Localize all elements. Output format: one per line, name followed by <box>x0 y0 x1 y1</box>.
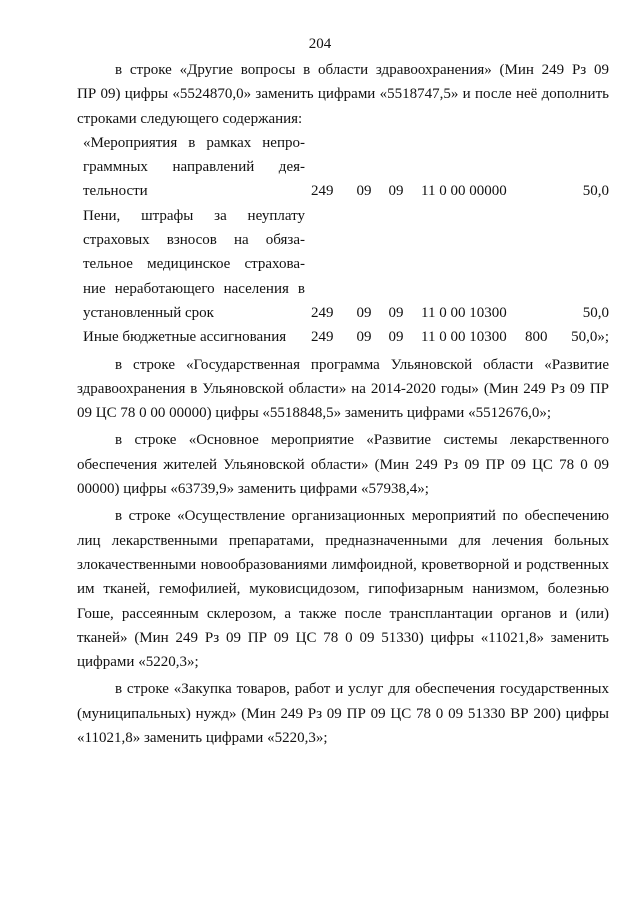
amendment-paragraph: в строке «Закупка товаров, работ и услуг для обеспечения государственных (муниципальных) нужд» (Мин 249 Рз 09 ПР 09 ЦС 78 0 09 51330 ВР 200) цифры «11021,8» заменить цифрами «5220,3»; <box>77 681 609 747</box>
row-pr: 09 <box>388 183 404 200</box>
table-row <box>77 204 609 325</box>
row-name-line: тельности <box>83 183 148 200</box>
table-row <box>77 325 609 349</box>
amendment-paragraph: в строке «Государственная программа Ульяновской области «Развитие здравоохранения в Ульяновской области» на 2014-2020 годы» (Мин 249 Рз 09 ПР 09 ЦС 78 0 00 00000) цифры «5518848,5» заменить цифрами «5512676,0»; <box>77 356 609 422</box>
amendment-paragraph: в строке «Осуществление организационных мероприятий по обеспечению лиц лекарственными препаратами, предназначенными для лечения больных злокачественными новообразованиями лимфоидной, кроветворной и родственных им тканей, гемофилией, муковисцидозом, гипофизарным нанизмом, болезнью Гоше, рассеянным склерозом, а также после трансплантации органов и (или) тканей» (Мин 249 Рз 09 ПР 09 ЦС 78 0 09 51330) цифры «11021,8» заменить цифрами «5220,3»; <box>77 508 609 671</box>
row-name-line: «Мероприятия в рамках непро- <box>83 134 305 151</box>
row-name-line: страховых взносов на обяза- <box>83 232 305 249</box>
row-name-line: Иные бюджетные ассигнования <box>83 329 287 346</box>
row-sum: 50,0»; <box>571 329 609 346</box>
page-number: 204 <box>308 36 332 52</box>
row-vr <box>525 131 559 204</box>
row-name-line: установленный срок <box>83 304 214 321</box>
row-sum: 50,0 <box>582 183 609 200</box>
row-min: 249 <box>311 304 334 321</box>
row-pr: 09 <box>388 329 404 346</box>
row-name <box>77 204 305 325</box>
row-vr <box>525 204 559 325</box>
row-cs: 11 0 00 10300 <box>421 304 507 321</box>
document-body <box>77 58 609 750</box>
row-min: 249 <box>311 329 334 346</box>
row-rz: 09 <box>356 329 372 346</box>
row-name <box>77 325 305 349</box>
row-rz: 09 <box>356 304 372 321</box>
row-name <box>77 131 305 204</box>
row-name-line: ние неработающего населения в <box>83 280 305 297</box>
intro-line-3: строками следующего содержания: <box>77 110 303 127</box>
row-cs: 11 0 00 10300 <box>421 329 507 346</box>
intro-line-2: ПР 09) цифры «5524870,0» заменить цифрами «5518747,5» и после неё дополнить <box>77 86 609 103</box>
amendment-paragraph: в строке «Основное мероприятие «Развитие системы лекарственного обеспечения жителей Ульяновской области» (Мин 249 Рз 09 ПР 09 ЦС 78 0 09 00000) цифры «63739,9» заменить цифрами «57938,4»; <box>77 432 609 498</box>
row-name-line: Пени, штрафы за неуплату <box>83 207 305 224</box>
intro-paragraph-end <box>77 107 609 131</box>
row-vr: 800 <box>525 329 548 346</box>
budget-rows-table <box>77 131 609 350</box>
row-min: 249 <box>311 183 334 200</box>
intro-paragraph-cont <box>77 82 609 106</box>
row-pr: 09 <box>388 304 404 321</box>
row-rz: 09 <box>356 183 372 200</box>
table-row <box>77 131 609 204</box>
intro-line-1: в строке «Другие вопросы в области здравоохранения» (Мин 249 Рз 09 <box>115 62 609 78</box>
row-sum: 50,0 <box>582 304 609 321</box>
row-name-line: тельное медицинское страхова- <box>83 256 305 273</box>
intro-paragraph <box>77 58 609 82</box>
row-name-line: граммных направлений дея- <box>83 159 305 176</box>
row-cs: 11 0 00 00000 <box>421 183 507 200</box>
